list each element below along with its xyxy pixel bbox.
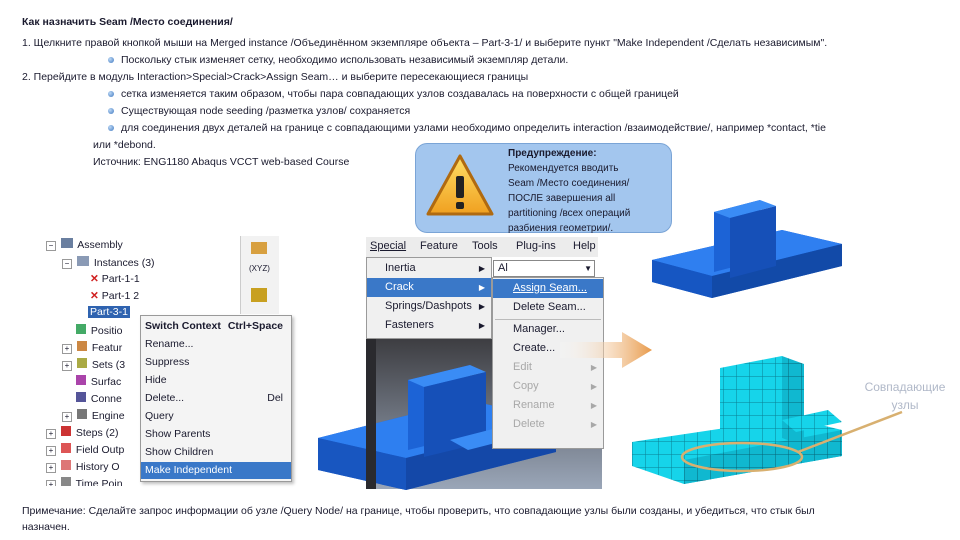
tree-label: Sets (3: [91, 359, 126, 371]
menu-item-shortcut: Del: [267, 392, 283, 404]
time-points-icon: [61, 477, 71, 486]
menu-item-crack[interactable]: [367, 278, 491, 297]
step-1-text: 1. Щелкните правой кнопкой мыши на Merged instance /Объединённом экземпляре объекта – Part-3-1/ и выберите пункт "Make Independent /Сделать независимым".: [22, 37, 828, 49]
menu-item-query[interactable]: [141, 408, 291, 425]
xyz-label[interactable]: (XYZ): [249, 264, 270, 273]
warning-box: [415, 143, 672, 233]
tree-item-part-1-2[interactable]: [90, 290, 139, 302]
submenu-arrow-icon: ▶: [590, 363, 597, 372]
menu-item-label: Query: [145, 410, 174, 422]
menu-item-label: Fasteners: [385, 319, 434, 331]
submenu-arrow-icon: ▶: [478, 302, 485, 311]
menu-item-label: Make Independent: [145, 464, 232, 476]
bullet-icon: [108, 57, 114, 63]
viewport-left-strip: [366, 337, 376, 489]
history-output-icon: [61, 460, 71, 470]
expand-icon[interactable]: +: [46, 429, 56, 439]
context-menu: [140, 315, 292, 482]
tree-label: Featur: [91, 342, 123, 354]
menu-item-label: Delete...: [145, 392, 185, 404]
menu-item-springs-dashpots[interactable]: [367, 297, 491, 316]
sets-icon: [77, 358, 87, 368]
menu-item-suppress[interactable]: [141, 354, 291, 371]
menu-item-label: Delete: [513, 418, 545, 430]
tool-icon[interactable]: [251, 242, 267, 254]
warning-line: Предупреждение:: [508, 148, 597, 159]
menu-item-label: Hide: [145, 374, 167, 386]
step-2-text: 2. Перейдите в модуль Interaction>Special>Crack>Assign Seam… и выберите пересекающиеся границы: [22, 71, 529, 83]
expand-icon[interactable]: −: [62, 259, 72, 269]
menu-item-delete[interactable]: [141, 390, 291, 407]
expand-icon[interactable]: +: [46, 463, 56, 473]
field-output-icon: [61, 443, 71, 453]
tree-item-features[interactable]: [62, 341, 122, 354]
menu-item-label: Suppress: [145, 356, 190, 368]
menu-item-label: Springs/Dashpots: [385, 300, 472, 312]
menu-item-switch-context[interactable]: [141, 318, 291, 335]
tree-item-assembly[interactable]: [46, 238, 123, 251]
step-2-bullet-2: Существующая node seeding /разметка узлов/ сохраняется: [121, 105, 411, 117]
menu-item-label: Show Parents: [145, 428, 211, 440]
features-icon: [77, 341, 87, 351]
submenu-arrow-icon: ▶: [590, 401, 597, 410]
x-icon: ✕: [90, 290, 99, 302]
step-1-bullet: Поскольку стык изменяет сетку, необходимо использовать независимый экземпляр детали.: [121, 54, 569, 66]
warning-line: Seam /Место соединения/: [508, 178, 630, 189]
right-top-model: [652, 182, 912, 322]
bullet-icon: [108, 91, 114, 97]
warning-line: ПОСЛЕ завершения all: [508, 193, 616, 204]
menu-item-delete[interactable]: [493, 415, 603, 434]
tree-label: Assembly: [77, 239, 123, 251]
menu-item-rename[interactable]: [141, 336, 291, 353]
steps-icon: [61, 426, 71, 436]
page-heading: Как назначить Seam /Место соединения/: [22, 16, 233, 28]
step-2-tail: или *debond.: [93, 139, 156, 151]
menu-item-label: Crack: [385, 281, 414, 293]
step-2-bullet-3: для соединения двух деталей на границе с совпадающими узлами необходимо определить interaction /взаимодействие/, например *contact, *tie: [121, 122, 826, 134]
tool-icon[interactable]: [251, 288, 267, 302]
tree-label: Part-1 2: [101, 290, 140, 302]
menu-item-hide[interactable]: [141, 372, 291, 389]
tree-label: Steps (2): [75, 427, 119, 439]
menu-item-show-children[interactable]: [141, 444, 291, 461]
tree-item-engine[interactable]: [62, 409, 125, 422]
warning-line: partitioning /всех операций: [508, 208, 631, 219]
menu-item-label: Copy: [513, 380, 539, 392]
menu-help[interactable]: Help: [573, 240, 596, 252]
x-icon: ✕: [90, 273, 99, 285]
menu-special[interactable]: Special: [370, 240, 407, 252]
menu-item-label: Create...: [513, 342, 556, 354]
submenu-arrow-icon: ▶: [478, 264, 485, 273]
menu-item-label: Inertia: [385, 262, 416, 274]
menu-item-copy[interactable]: [493, 377, 603, 396]
warning-line: Рекомендуется вводить: [508, 163, 619, 174]
source-text: Источник: ENG1180 Abaqus VCCT web-based Course: [93, 156, 350, 168]
tree-label: Conne: [90, 393, 122, 405]
expand-icon[interactable]: +: [62, 361, 72, 371]
expand-icon[interactable]: −: [46, 241, 56, 251]
tree-label: Part-1-1: [101, 273, 140, 285]
expand-icon[interactable]: +: [62, 344, 72, 354]
tree-item-time-points[interactable]: [46, 477, 123, 486]
surfaces-icon: [76, 375, 86, 385]
tree-label: Positio: [90, 325, 123, 337]
menu-item-label: Assign Seam...: [513, 282, 587, 294]
tree-item-sets[interactable]: [62, 358, 125, 371]
submenu-arrow-icon: ▶: [590, 382, 597, 391]
warning-icon: [424, 152, 496, 220]
combo-value: Al: [498, 262, 508, 274]
tree-item-steps[interactable]: [46, 426, 118, 439]
chevron-down-icon[interactable]: ▼: [584, 264, 592, 273]
tree-item-field-output[interactable]: [46, 443, 124, 456]
connectors-icon: [76, 392, 86, 402]
expand-icon[interactable]: +: [62, 412, 72, 422]
menu-item-label: Delete Seam...: [513, 301, 586, 313]
tree-label: Engine: [91, 410, 125, 422]
tree-item-part-3-1[interactable]: [88, 306, 130, 318]
menu-item-delete-seam[interactable]: [493, 298, 603, 317]
tree-label: Part-3-1: [90, 306, 128, 318]
menu-tools[interactable]: Tools: [472, 240, 498, 252]
menu-item-label: Rename: [513, 399, 555, 411]
menu-item-inertia[interactable]: [367, 259, 491, 278]
submenu-arrow-icon: ▶: [478, 321, 485, 330]
tree-item-part-1-1[interactable]: [90, 273, 140, 285]
matching-nodes-label-line-1: Совпадающие: [864, 380, 946, 394]
bullet-icon: [108, 108, 114, 114]
position-icon: [76, 324, 86, 334]
toolbar-strip: [240, 236, 279, 314]
special-menu: [366, 257, 492, 339]
menu-item-label: Edit: [513, 361, 532, 373]
tree-label: History O: [75, 461, 120, 473]
tree-item-surfaces[interactable]: [76, 375, 121, 388]
expand-icon[interactable]: +: [46, 446, 56, 456]
all-combo-box[interactable]: [493, 260, 595, 277]
tree-item-connectors[interactable]: [76, 392, 122, 405]
note-tail: назначен.: [22, 521, 70, 533]
bullet-icon: [108, 125, 114, 131]
tree-label: Time Poin: [75, 478, 123, 486]
menu-item-rename[interactable]: [493, 396, 603, 415]
menu-plugins[interactable]: Plug-ins: [516, 240, 556, 252]
matching-nodes-label-line-2: узлы: [891, 398, 919, 412]
tree-item-history-output[interactable]: [46, 460, 120, 473]
menu-item-fasteners[interactable]: [367, 316, 491, 335]
tree-label: Instances (3): [93, 257, 155, 269]
expand-icon[interactable]: +: [46, 480, 56, 486]
submenu-arrow-icon: ▶: [590, 420, 597, 429]
menu-item-label: Switch Context: [145, 320, 221, 332]
menu-feature[interactable]: Feature: [420, 240, 458, 252]
menu-item-label: Manager...: [513, 323, 565, 335]
menu-item-label: Show Children: [145, 446, 214, 458]
assembly-icon: [61, 238, 73, 248]
tree-label: Field Outp: [75, 444, 125, 456]
menu-item-assign-seam[interactable]: [493, 279, 603, 298]
menu-bar: [366, 237, 598, 257]
tree-label: Surfac: [90, 376, 122, 388]
note-text: Примечание: Сделайте запрос информации об узле /Query Node/ на границе, чтобы проверить, что совпадающие узлы были созданы, и убедиться, что стык был: [22, 505, 815, 517]
instances-icon: [77, 256, 89, 266]
submenu-arrow-icon: ▶: [478, 283, 485, 292]
menu-item-make-independent[interactable]: [141, 462, 291, 479]
tree-item-position[interactable]: [76, 324, 122, 337]
tree-item-instances[interactable]: [62, 256, 155, 269]
engine-icon: [77, 409, 87, 419]
menu-item-shortcut: Ctrl+Space: [227, 320, 283, 332]
menu-item-show-parents[interactable]: [141, 426, 291, 443]
menu-item-label: Rename...: [145, 338, 194, 350]
step-2-bullet-1: сетка изменяется таким образом, чтобы пара совпадающих узлов создавалась на поверхности с общей границей: [121, 88, 679, 100]
matching-nodes-label: [850, 378, 960, 414]
warning-line: разбиения геометрии/.: [508, 223, 614, 234]
